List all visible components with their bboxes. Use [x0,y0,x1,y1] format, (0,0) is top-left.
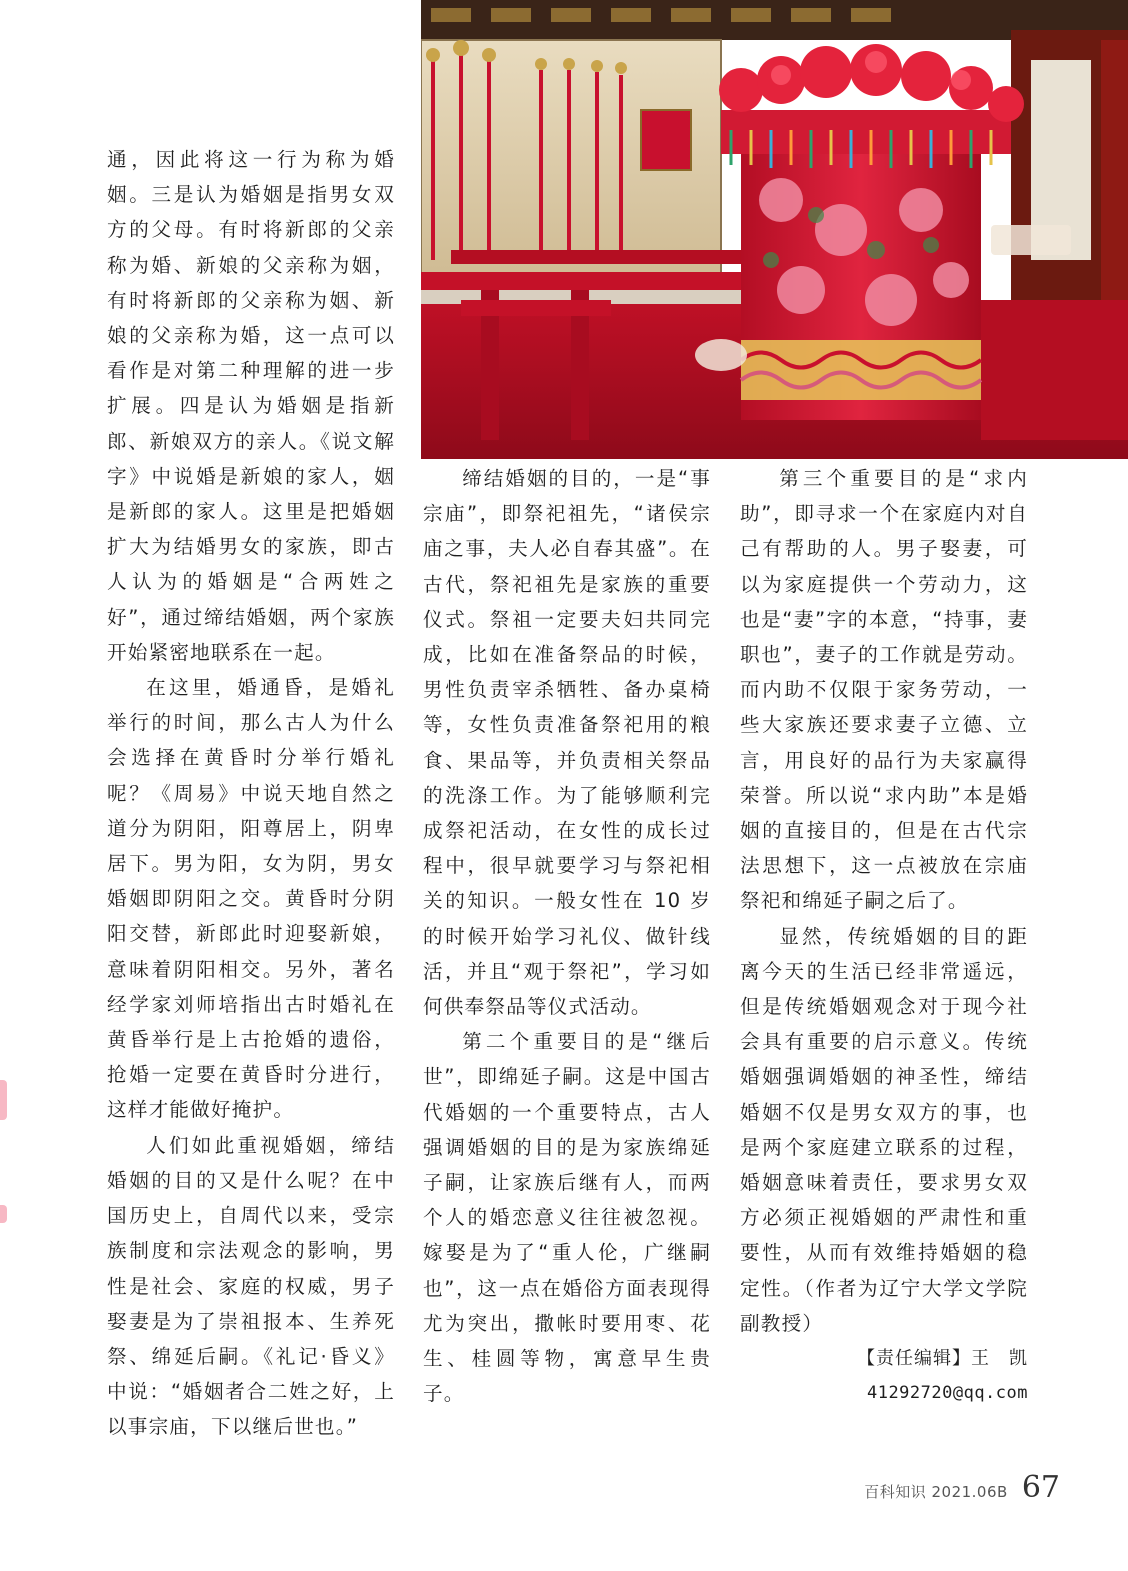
text-column-2 [423,461,711,1411]
paragraph: 显然，传统婚姻的目的距离今天的生活已经非常遥远，但是传统婚姻观念对于现今社会具有重要的启示意义。传统婚姻强调婚姻的神圣性，缔结婚姻不仅是男女双方的事，也是两个家庭建立联系的过程，婚姻意味着责任，要求男女双方必须正视婚姻的严肃性和重要性，从而有效维持婚姻的稳定性。（作者为辽宁大学文学院副教授） [740,924,1028,1335]
paragraph: 第二个重要目的是“继后世”，即绵延子嗣。这是中国古代婚姻的一个重要特点，古人强调婚姻的目的是为家族绵延子嗣，让家族后继有人，而两个人的婚恋意义往往被忽视。嫁娶是为了“重人伦，广继嗣也”，这一点在婚俗方面表现得尤为突出，撒帐时要用枣、花生、桂圆等物，寓意早生贵子。 [423,1030,711,1406]
text-column-3 [740,461,1028,1411]
bridal-sedan-photo [421,0,1128,459]
editor-label: 【责任编辑】王 凯 [857,1348,1028,1370]
paragraph: 缔结婚姻的目的，一是“事宗庙”，即祭祀祖先，“诸侯宗庙之事，夫人必自春其盛”。在古代，祭祀祖先是家族的重要仪式。祭祖一定要夫妇共同完成，比如在准备祭品的时候，男性负责宰杀牺牲、备办桌椅等，女性负责准备祭祀用的粮食、果品等，并负责相关祭品的洗涤工作。为了能够顺利完成祭祀活动，在女性的成长过程中，很早就要学习与祭祀相关的知识。一般女性在 10 岁的时候开始学习礼仪、做针线活，并且“观于祭祀”，学习如何供奉祭品等仪式活动。 [423,467,711,1019]
page-number: 67 [1021,1470,1060,1505]
editor-credit [740,1341,1028,1411]
paragraph: 通，因此将这一行为称为婚姻。三是认为婚姻是指男女双方的父母。有时将新郎的父亲称为婚、新娘的父亲称为姻，有时将新郎的父亲称为姻、新娘的父亲称为婚，这一点可以看作是对第二种理解的进一步扩展。四是认为婚姻是指新郎、新娘双方的亲人。《说文解字》中说婚是新娘的家人，姻是新郎的家人。这里是把婚姻扩大为结婚男女的家族，即古人认为的婚姻是“合两姓之好”，通过缔结婚姻，两个家族开始紧密地联系在一起。 [107,148,395,664]
paragraph: 第三个重要目的是“求内助”，即寻求一个在家庭内对自己有帮助的人。男子娶妻，可以为家庭提供一个劳动力，这也是“妻”字的本意，“持事，妻职也”，妻子的工作就是劳动。而内助不仅限于家务劳动，一些大家族还要求妻子立德、立言，用良好的品行为夫家赢得荣誉。所以说“求内助”本是婚姻的直接目的，但是在古代宗法思想下，这一点被放在宗庙祭祀和绵延子嗣之后了。 [740,467,1028,913]
edge-decoration [0,1080,7,1120]
paragraph: 人们如此重视婚姻，缔结婚姻的目的又是什么呢？在中国历史上，自周代以来，受宗族制度和宗法观念的影响，男性是社会、家庭的权威，男子娶妻是为了崇祖报本、生养死祭、绵延后嗣。《礼记·昏义》中说：“婚姻者合二姓之好，上以事宗庙，下以继后世也。” [107,1133,395,1439]
paragraph: 在这里，婚通昏，是婚礼举行的时间，那么古人为什么会选择在黄昏时分举行婚礼呢？《周易》中说天地自然之道分为阴阳，阳尊居上，阴卑居下。男为阳，女为阴，男女婚姻即阴阳之交。黄昏时分阴阳交替，新郎此时迎娶新娘，意味着阴阳相交。另外，著名经学家刘师培指出古时婚礼在黄昏举行是上古抢婚的遗俗，抢婚一定要在黄昏时分进行，这样才能做好掩护。 [107,676,395,1122]
edge-decoration [0,1205,7,1223]
magazine-issue: 百科知识 2021.06B [864,1483,1008,1501]
text-column-1 [107,142,395,1445]
page-footer [864,1470,1060,1505]
editor-email: 41292720@qq.com [866,1383,1028,1404]
